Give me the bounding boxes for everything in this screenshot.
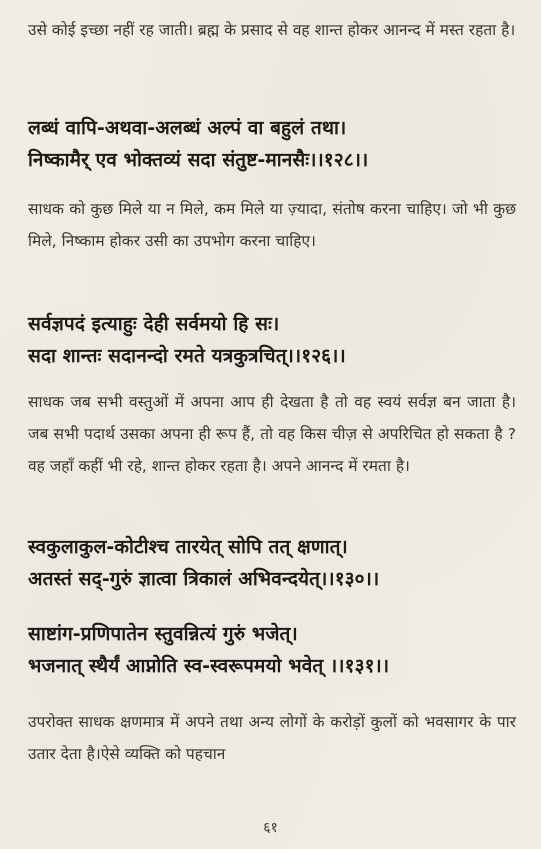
verse-128-line-2: निष्कामैर् एव भोक्तव्यं सदा संतुष्ट-मानसैः।।१२८।।	[28, 149, 369, 171]
paragraph-4: उपरोक्त साधक क्षणमात्र में अपने तथा अन्य लोगों के करोड़ों कुलों को भवसागर के पार उतार देता है।ऐसे व्यक्ति को पहचान	[28, 713, 516, 763]
verse-126-line-2: सदा शान्तः सदानन्दो रमते यत्रकुत्रचित्।।१२६।।	[28, 345, 346, 367]
paragraph-1: उसे कोई इच्छा नहीं रह जाती। ब्रह्म के प्रसाद से वह शान्त होकर आनन्द में मस्त रहता है।	[28, 21, 516, 39]
verse-130-line-1: स्वकुलाकुल-कोटीश्च तारयेत् सोपि तत् क्षणात्।	[28, 536, 348, 558]
verse-128-line-1: लब्धं वापि-अथवा-अलब्धं अल्पं वा बहुलं तथा।	[28, 117, 347, 139]
paragraph-2: साधक को कुछ मिले या न मिले, कम मिले या ज़्यादा, संतोष करना चाहिए। जो भी कुछ मिले, निष्काम होकर उसी का उपभोग करना चाहिए।	[28, 200, 516, 250]
verse-130-line-2: अतस्तं सद्-गुरुं ज्ञात्वा त्रिकालं अभिवन्दयेत्।।१३०।।	[28, 568, 380, 590]
verse-130	[28, 531, 516, 595]
page-number: ६१	[263, 820, 278, 836]
verse-126	[28, 308, 516, 372]
verse-126-line-1: सर्वज्ञपदं इत्याहुः देही सर्वमयो हि सः।	[28, 313, 280, 335]
verse-131-line-2: भजनात् स्थैर्यं आप्नोति स्व-स्वरूपमयो भवेत् ।।१३१।।	[28, 655, 390, 677]
verse-131	[28, 618, 516, 682]
verse-131-line-1: साष्टांग-प्रणिपातेन स्तुवन्नित्यं गुरुं भजेत्।	[28, 623, 298, 645]
paragraph-3: साधक जब सभी वस्तुओं में अपना आप ही देखता है तो वह स्वयं सर्वज्ञ बन जाता है। जब सभी पदार्थ उसका अपना ही रूप हैं, तो वह किस चीज़ से अपरिचित हो सकता है ? वह जहाँ कहीं भी रहे, शान्त होकर रहता है। अपने आनन्द में रमता है।	[28, 393, 516, 475]
verse-128	[28, 112, 516, 176]
